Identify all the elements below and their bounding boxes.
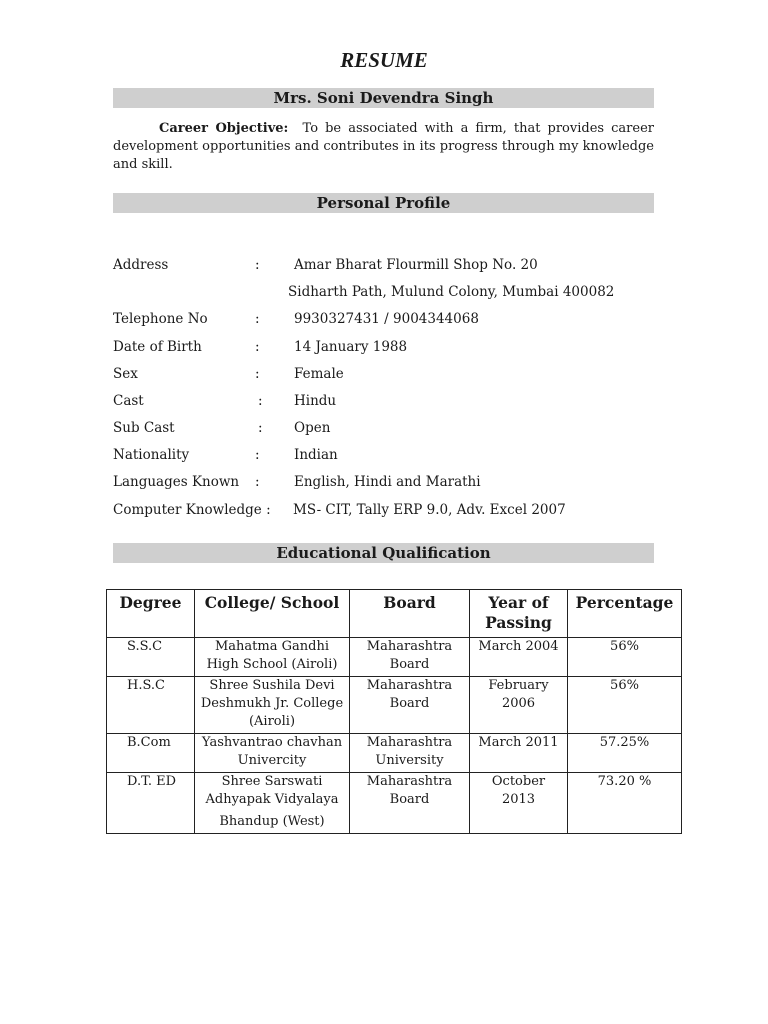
cell-board: Maharashtra University — [350, 734, 470, 773]
profile-label: Sex — [113, 366, 138, 382]
profile-colon: : — [258, 420, 263, 436]
section-educational-qualification: Educational Qualification — [113, 543, 654, 563]
cell-degree: H.S.C — [107, 677, 195, 734]
profile-row — [113, 365, 654, 383]
profile-row — [113, 338, 654, 356]
profile-row — [113, 283, 654, 301]
career-objective — [113, 120, 654, 174]
table-row — [107, 638, 682, 677]
profile-value: 9930327431 / 9004344068 — [294, 311, 479, 327]
cell-percentage: 56% — [568, 638, 682, 677]
cell-percentage: 57.25% — [568, 734, 682, 773]
cell-year: February 2006 — [470, 677, 568, 734]
cell-degree: D.T. ED — [107, 773, 195, 834]
header-percentage: Percentage — [568, 590, 682, 638]
table-row — [107, 677, 682, 734]
section-personal-profile: Personal Profile — [113, 193, 654, 213]
profile-row — [113, 473, 654, 491]
cell-school-location: Bhandup (West) — [219, 814, 325, 829]
profile-colon: : — [255, 339, 260, 355]
table-row — [107, 773, 682, 834]
profile-label: Nationality — [113, 447, 190, 463]
header-board: Board — [350, 590, 470, 638]
profile-colon: : — [255, 257, 260, 273]
education-table — [106, 589, 682, 834]
objective-text: To be associated with a firm, that provides career development opportunities and contributes in its progress through my knowledge and skill. — [113, 121, 654, 172]
cell-year: October 2013 — [470, 773, 568, 834]
profile-value: 14 January 1988 — [294, 339, 408, 355]
profile-value: Hindu — [294, 393, 337, 409]
candidate-name: Mrs. Soni Devendra Singh — [113, 88, 654, 108]
table-row — [107, 734, 682, 773]
profile-value: Female — [294, 366, 344, 382]
cell-board: Maharashtra Board — [350, 773, 470, 834]
cell-year: March 2004 — [470, 638, 568, 677]
cell-percentage: 73.20 % — [568, 773, 682, 834]
cell-board: Maharashtra Board — [350, 638, 470, 677]
profile-colon: : — [255, 447, 260, 463]
cell-percentage: 56% — [568, 677, 682, 734]
document-title: RESUME — [340, 48, 428, 72]
profile-row — [113, 392, 654, 410]
profile-label: Telephone No — [113, 311, 208, 327]
profile-row — [113, 446, 654, 464]
cell-degree: B.Com — [107, 734, 195, 773]
objective-label: Career Objective: — [159, 121, 289, 136]
profile-value: MS- CIT, Tally ERP 9.0, Adv. Excel 2007 — [293, 502, 566, 518]
header-year-of-passing: Year of Passing — [470, 590, 568, 638]
cell-degree: S.S.C — [107, 638, 195, 677]
cell-school-name: Shree Sarswati Adhyapak Vidyalaya — [205, 774, 339, 807]
profile-value: English, Hindi and Marathi — [294, 474, 481, 490]
profile-colon: : — [255, 311, 260, 327]
cell-school: Shree Sushila Devi Deshmukh Jr. College (Airoli) — [195, 677, 350, 734]
profile-value: Amar Bharat Flourmill Shop No. 20 — [294, 257, 538, 273]
profile-row — [113, 310, 654, 328]
profile-label: Computer Knowledge : — [113, 502, 271, 518]
profile-label: Sub Cast — [113, 420, 175, 436]
profile-row — [113, 501, 654, 519]
profile-label: Cast — [113, 393, 144, 409]
profile-value: Indian — [294, 447, 338, 463]
cell-school: Yashvantrao chavhan Univercity — [195, 734, 350, 773]
profile-colon: : — [255, 366, 260, 382]
cell-year: March 2011 — [470, 734, 568, 773]
header-college-school: College/ School — [195, 590, 350, 638]
cell-board: Maharashtra Board — [350, 677, 470, 734]
profile-label: Address — [113, 257, 169, 273]
profile-row — [113, 256, 654, 274]
profile-label: Languages Known — [113, 474, 240, 490]
cell-school — [195, 773, 350, 834]
profile-colon: : — [258, 393, 263, 409]
header-degree: Degree — [107, 590, 195, 638]
profile-colon: : — [255, 474, 260, 490]
profile-row — [113, 419, 654, 437]
profile-value: Sidharth Path, Mulund Colony, Mumbai 400082 — [288, 284, 615, 300]
cell-school: Mahatma Gandhi High School (Airoli) — [195, 638, 350, 677]
profile-value: Open — [294, 420, 331, 436]
profile-label: Date of Birth — [113, 339, 202, 355]
table-header-row — [107, 590, 682, 638]
